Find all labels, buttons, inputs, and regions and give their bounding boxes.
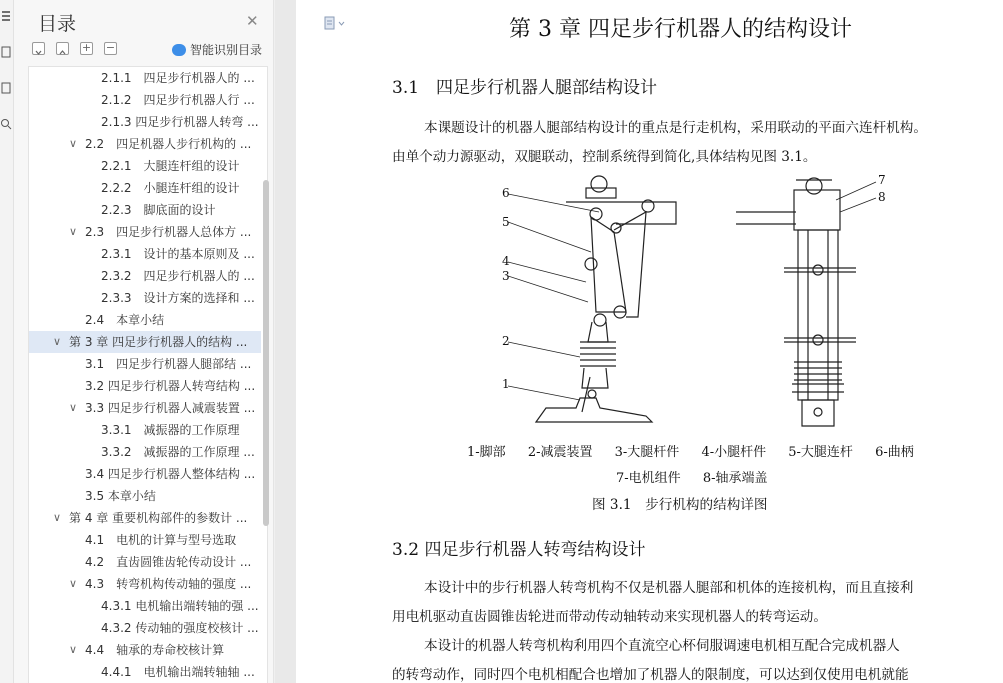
toc-item[interactable]: [29, 133, 261, 155]
close-icon[interactable]: ✕: [246, 12, 259, 30]
legend-item: 5-大腿连杆: [788, 445, 853, 460]
toc-item[interactable]: [29, 155, 261, 177]
toc-item[interactable]: [29, 243, 261, 265]
toc-item[interactable]: [29, 375, 261, 397]
icon-rail: [0, 0, 14, 683]
toc-toggle-icon[interactable]: [0, 8, 12, 22]
toc-item-label: 4.2 直齿圆锥齿轮传动设计 ...: [85, 555, 252, 569]
toc-item-label: 2.1.1 四足步行机器人的 ...: [101, 71, 255, 85]
collapse-all-button[interactable]: [32, 42, 45, 55]
legend-item: 8-轴承端盖: [702, 471, 768, 486]
chevron-down-icon[interactable]: ∨: [53, 335, 62, 348]
toc-item-label: 3.2 四足步行机器人转弯结构 ...: [85, 379, 256, 393]
toc-list: [28, 66, 268, 683]
toc-item[interactable]: [29, 573, 261, 595]
chevron-down-icon[interactable]: ∨: [53, 511, 62, 524]
ai-icon: [172, 44, 186, 56]
figure-3-1: [496, 172, 916, 432]
document-area: [275, 0, 1003, 683]
toc-item-label: 2.3 四足步行机器人总体方 ...: [85, 225, 252, 239]
toc-item-label: 2.4 本章小结: [85, 313, 165, 327]
toc-item-label: 4.1 电机的计算与型号选取: [85, 533, 237, 547]
toc-item[interactable]: [29, 265, 261, 287]
toc-item[interactable]: [29, 221, 261, 243]
document-page: [296, 0, 1003, 683]
legend-item: 6-曲柄: [875, 445, 914, 460]
toc-item[interactable]: [29, 199, 261, 221]
toc-item[interactable]: [29, 485, 261, 507]
toc-item[interactable]: [29, 67, 261, 89]
figure-callout: 3: [502, 269, 510, 283]
bookmark-icon[interactable]: [0, 44, 12, 58]
figure-legend-row: [616, 467, 767, 486]
toc-item-label: 2.2.1 大腿连杆组的设计: [101, 159, 240, 173]
chevron-down-icon[interactable]: ∨: [69, 137, 78, 150]
toc-item-label: 3.3.2 减振器的工作原理 ...: [101, 445, 255, 459]
figure-callout: 4: [502, 254, 510, 268]
toc-item-label: 4.3.2 传动轴的强度校核计 ...: [101, 621, 259, 635]
toc-item[interactable]: [29, 463, 261, 485]
toc-item-label: 2.2.3 脚底面的设计: [101, 203, 216, 217]
search-icon[interactable]: [0, 116, 12, 130]
paragraph-line: 的转弯动作，同时四个电机相配合也增加了机器人的限制度，可以达到仅使用电机就能: [392, 667, 909, 683]
toc-item[interactable]: [29, 617, 261, 639]
toc-item[interactable]: [29, 111, 261, 133]
smart-toc-button[interactable]: [172, 41, 262, 58]
section-heading-3-2: 3.2 四足步行机器人转弯结构设计: [392, 540, 646, 560]
toc-item-label: 3.1 四足步行机器人腿部结 ...: [85, 357, 252, 371]
figure-callout: 2: [502, 334, 510, 348]
toc-item-label: 3.3 四足步行机器人减震装置 ...: [85, 401, 256, 415]
chevron-down-icon[interactable]: ∨: [69, 401, 78, 414]
figure-callout: 8: [878, 190, 886, 204]
toc-item[interactable]: [29, 661, 261, 683]
toc-item-label: 2.2 四足机器人步行机构的 ...: [85, 137, 252, 151]
toc-item-label: 2.1.3 四足步行机器人转弯 ...: [101, 115, 259, 129]
toc-item[interactable]: [29, 595, 261, 617]
figure-callout: 7: [878, 173, 886, 187]
toc-item[interactable]: [29, 89, 261, 111]
plus-icon: +: [81, 41, 92, 54]
toc-item[interactable]: [29, 177, 261, 199]
smart-toc-label: 智能识别目录: [190, 43, 263, 57]
toc-item-label: 2.3.3 设计方案的选择和 ...: [101, 291, 255, 305]
toc-item[interactable]: [29, 441, 261, 463]
figure-legend-row: [467, 441, 914, 460]
minus-icon: −: [105, 41, 116, 54]
legend-item: 4-小腿杆件: [701, 445, 767, 460]
toc-panel: [14, 0, 274, 683]
document-menu-icon[interactable]: [324, 16, 346, 34]
expand-level-button[interactable]: [80, 42, 93, 55]
chevron-down-icon[interactable]: ∨: [69, 643, 78, 656]
toc-item[interactable]: [29, 397, 261, 419]
paragraph-line: 本设计中的步行机器人转弯机构不仅是机器人腿部和机体的连接机构，而且直接利: [424, 580, 914, 596]
paragraph-line: 由单个动力源驱动，双腿联动，控制系统得到简化,具体结构见图 3.1。: [392, 149, 817, 165]
toc-item[interactable]: [29, 353, 261, 375]
collapse-level-button[interactable]: [104, 42, 117, 55]
toc-item[interactable]: [29, 419, 261, 441]
toc-scrollbar[interactable]: [263, 180, 269, 526]
toc-item-label: 4.4.1 电机输出端转轴轴 ...: [101, 665, 255, 679]
toc-item-label: 2.3.1 设计的基本原则及 ...: [101, 247, 255, 261]
toc-item[interactable]: [29, 639, 261, 661]
toc-title: 目录: [38, 13, 77, 35]
chevron-down-icon[interactable]: ∨: [69, 577, 78, 590]
toc-item[interactable]: [29, 507, 261, 529]
toc-item-label: 4.3.1 电机输出端转轴的强 ...: [101, 599, 259, 613]
paragraph-line: 用电机驱动直齿圆锥齿轮进而带动传动轴转动来实现机器人的转弯运动。: [392, 609, 827, 625]
toc-item-label: 2.1.2 四足步行机器人行 ...: [101, 93, 255, 107]
paragraph-line: 本设计的机器人转弯机构利用四个直流空心杯伺服调速电机相互配合完成机器人: [424, 638, 900, 654]
expand-all-button[interactable]: [56, 42, 69, 55]
figure-caption: 图 3.1 步行机构的结构详图: [592, 497, 768, 513]
section-heading-3-1: 3.1 四足步行机器人腿部结构设计: [392, 78, 658, 98]
legend-item: 2-减震装置: [527, 445, 593, 460]
annotation-icon[interactable]: [0, 80, 12, 94]
toc-item[interactable]: [29, 287, 261, 309]
toc-item[interactable]: [29, 551, 261, 573]
chapter-title: 第 3 章 四足步行机器人的结构设计: [509, 17, 852, 42]
figure-callout: 1: [502, 377, 510, 391]
toc-item-label: 4.4 轴承的寿命校核计算: [85, 643, 225, 657]
figure-callout: 5: [502, 215, 510, 229]
toc-item-label: 2.3.2 四足步行机器人的 ...: [101, 269, 255, 283]
chevron-down-icon[interactable]: ∨: [69, 225, 78, 238]
toc-item-label: 第 3 章 四足步行机器人的结构 ...: [69, 335, 248, 349]
toc-item[interactable]: [29, 529, 261, 551]
toc-item[interactable]: [29, 309, 261, 331]
toc-item-label: 4.3 转弯机构传动轴的强度 ...: [85, 577, 252, 591]
toc-item-label: 第 4 章 重要机构部件的参数计 ...: [69, 511, 248, 525]
toc-item-label: 2.2.2 小腿连杆组的设计: [101, 181, 240, 195]
toc-item-label: 3.3.1 减振器的工作原理: [101, 423, 240, 437]
legend-item: 1-脚部: [467, 445, 506, 460]
toc-item-label: 3.5 本章小结: [85, 489, 156, 503]
paragraph-line: 本课题设计的机器人腿部结构设计的重点是行走机构，采用联动的平面六连杆机构。: [424, 120, 927, 136]
legend-item: 7-电机组件: [616, 471, 681, 486]
toc-item-label: 3.4 四足步行机器人整体结构 ...: [85, 467, 256, 481]
legend-item: 3-大腿杆件: [614, 445, 680, 460]
figure-callout: 6: [502, 186, 510, 200]
toc-item-active[interactable]: [29, 331, 261, 353]
